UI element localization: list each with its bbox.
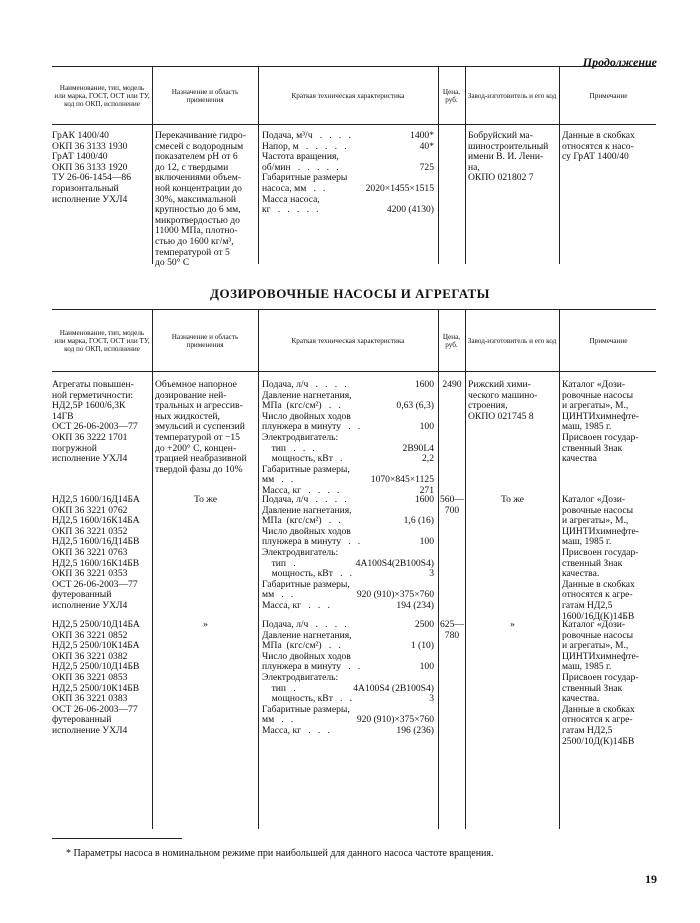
footnote: * Параметры насоса в номинальном режиме при наибольшей для данного насоса частоте вращения. [66, 848, 494, 859]
spec-line: Габаритные размеры, [262, 578, 350, 590]
spec-line: Число двойных ходов [262, 525, 351, 537]
row0-name: ГрАК 1400/40 ОКП 36 3133 1930 ГрАТ 1400/40 ОКП 36 3133 1920 ТУ 26-06-1454—86 горизонтальный исполнение УХЛ4 [52, 130, 132, 205]
spec-line: Число двойных ходов [262, 410, 351, 422]
row3-purpose: » [203, 619, 208, 630]
row3-maker: » [510, 619, 515, 630]
header-note: Примечание [589, 92, 628, 100]
row2-name: НД2,5 1600/16Д14БА ОКП 36 3221 0762 НД2,5 1600/16К14БА ОКП 36 3221 0352 НД2,5 1600/16Д14БВ ОКП 36 3221 0763 НД2,5 1600/16К14БВ ОКП 36 3221 0353 ОСТ 26-06-2003—77 футерованный исполнение УХЛ4 [52, 494, 140, 611]
spec-label: Напор, м . . . . . [262, 140, 347, 152]
spec-value: 100 [419, 536, 434, 548]
row0-spec [262, 131, 434, 216]
spec-label: кг . . . . . [262, 204, 319, 216]
spec-value: 1600 [414, 379, 434, 390]
row3-name: НД2,5 2500/10Д14БА ОКП 36 3221 0852 НД2,5 2500/10К14БА ОКП 36 3221 0382 НД2,5 2500/10Д14БВ ОКП 36 3221 0853 НД2,5 2500/10К14БВ ОКП 36 3221 0383 ОСТ 26-06-2003—77 футерованный исполнение УХЛ4 [52, 619, 140, 736]
spec-label: насоса, мм . . [262, 182, 326, 194]
spec-label: тип . [262, 682, 296, 694]
spec-value: 100 [419, 421, 434, 433]
spec-line: Габаритные размеры, [262, 703, 350, 715]
row1-note: Каталог «Дози- ровочные насосы и агрегаты», М., ЦИНТИхимнефте- маш, 1985 г. Присвоен государ- ственный Знак качества [562, 379, 639, 465]
footnote-rule [52, 838, 182, 839]
spec-value: 3 [429, 693, 434, 705]
spec-label: мм . . [262, 714, 294, 726]
spec-value: 196 (236) [396, 724, 434, 736]
header-price: Цена, руб. [442, 88, 461, 104]
header-spec-2: Краткая техническая характеристика [291, 337, 405, 345]
spec-label: Подача, л/ч . . . . [262, 494, 347, 505]
spec-line: Электродвигатель: [262, 671, 339, 683]
spec-value: 2В90L4 [402, 442, 434, 454]
row2-price: 560— 700 [440, 494, 464, 516]
spec-value: 4А100S4(2В100S4) [355, 557, 434, 569]
spec-value: 3 [429, 568, 434, 580]
spec-label: Масса, кг . . . [262, 724, 330, 736]
header-price-2: Цена, руб. [442, 333, 461, 349]
header-name-2: Наименование, тип, модель или марка, ГОСТ, ОСТ или ТУ, код по ОКП, исполнение [54, 329, 150, 353]
spec-label: плунжера в минуту . . [262, 421, 361, 433]
header-purpose: Назначение и область применения [171, 88, 239, 104]
spec-label: об/мин . . . . . [262, 161, 339, 173]
row0-purpose: Перекачивание гидро- смесей с водородным показателем pH от 6 до 12, с твердыми включениями объем- ной концентрации до 30%, максимальной крупностью до 6 мм, микротвердостью до 11000 МПа, плотно- стью до 1600 кг/м³, температурой от 5 до 50° С [155, 130, 246, 269]
spec-label: МПа (кгс/см²) . . [262, 640, 341, 652]
row1-price: 2490 [442, 379, 462, 390]
header-spec: Краткая техническая характеристика [291, 92, 405, 100]
continued-label: Продолжение [582, 55, 657, 69]
header-maker: Завод-изготовитель и его код [467, 92, 557, 100]
spec-value: 0,63 (6,3) [396, 400, 434, 412]
row1-name: Агрегаты повышен- ной герметичности: НД2,5Р 1600/6,3К 14ГВ ОСТ 26-06-2003—77 ОКП 36 3222 1701 погружной исполнение УХЛ4 [52, 379, 138, 465]
header-note-2: Примечание [589, 337, 628, 345]
spec-line: Давление нагнетания, [262, 504, 352, 516]
row2-spec [262, 495, 434, 612]
spec-value: 194 (234) [396, 599, 434, 611]
spec-line: Масса насоса, [262, 193, 320, 205]
spec-value: 1400* [410, 130, 434, 141]
row0-note: Данные в скобках относятся к насо- су ГрАТ 1400/40 [562, 130, 635, 163]
spec-value: 725 [419, 161, 434, 173]
row1-purpose: Объемное напорное дозирование ней- тральных и агрессив- ных жидкостей, эмульсий и суспензий температурой от −15 до +200° С, концен- трацией неабразивной твердой фазы до 10% [155, 379, 247, 475]
spec-line: Электродвигатель: [262, 546, 339, 558]
row3-note: Каталог «Дози- ровочные насосы и агрегаты», М., ЦИНТИхимнефте- маш, 1985 г. Присвоен государ- ственный Знак качества. Данные в скобках относятся к агре- гатам НД2,5 2500/10Д(К)14БВ [562, 619, 639, 747]
spec-line: Габаритные размеры [262, 172, 348, 184]
spec-row [262, 620, 434, 631]
spec-line: Электродвигатель: [262, 431, 339, 443]
row2-purpose: То же [193, 494, 218, 505]
spec-label: Масса, кг . . . . [262, 484, 340, 496]
spec-row [262, 380, 434, 391]
spec-value: 1 (10) [410, 640, 434, 652]
spec-value: 2,2 [422, 453, 434, 465]
spec-label: тип . [262, 557, 296, 569]
spec-label: мощность, кВт . [262, 453, 343, 465]
section-title: ДОЗИРОВОЧНЫЕ НАСОСЫ И АГРЕГАТЫ [210, 286, 490, 301]
row0-maker: Бобруйский ма- шиностроительный имени В. И. Лени- на, ОКПО 021802 7 [468, 130, 549, 184]
header-maker-2: Завод-изготовитель и его код [467, 337, 557, 345]
spec-row [262, 205, 434, 216]
spec-label: Подача, м³/ч . . . . [262, 130, 351, 141]
spec-value: 4200 (4130) [386, 204, 434, 216]
spec-row [262, 131, 434, 142]
spec-value: 271 [419, 484, 434, 496]
spec-label: Подача, л/ч . . . . [262, 379, 347, 390]
spec-row [262, 184, 434, 195]
spec-value: 2500 [414, 619, 434, 630]
spec-value: 100 [419, 661, 434, 673]
spec-value: 920 (910)×375×760 [356, 714, 434, 726]
spec-line: Давление нагнетания, [262, 629, 352, 641]
spec-label: Подача, л/ч . . . . [262, 619, 347, 630]
spec-label: плунжера в минуту . . [262, 536, 361, 548]
row1-maker: Рижский хими- ческого машино- строения, ОКПО 021745 8 [468, 379, 538, 422]
spec-label: Масса, кг . . . [262, 599, 330, 611]
spec-label: плунжера в минуту . . [262, 661, 361, 673]
header-purpose-2: Назначение и область применения [171, 333, 239, 349]
spec-row [262, 495, 434, 506]
spec-row [262, 601, 434, 612]
spec-line: Давление нагнетания, [262, 389, 352, 401]
spec-label: мощность, кВт . . [262, 693, 353, 705]
spec-value: 1,6 (16) [403, 515, 434, 527]
row3-price: 625— 780 [440, 619, 464, 641]
spec-label: МПа (кгс/см²) . . [262, 400, 341, 412]
spec-label: мощность, кВт . . [262, 568, 353, 580]
row2-maker: То же [500, 494, 525, 505]
spec-value: 1070×845×1125 [370, 474, 434, 486]
spec-value: 4А100S4 (2В100S4) [353, 682, 434, 694]
spec-line: Число двойных ходов [262, 650, 351, 662]
row3-spec [262, 620, 434, 737]
row1-spec [262, 380, 434, 497]
spec-value: 40* [419, 140, 434, 152]
header-name: Наименование, тип, модель или марка, ГОСТ, ОСТ или ТУ, код по ОКП, исполнение [54, 84, 150, 108]
spec-label: мм . . [262, 589, 294, 601]
spec-label: мм . . [262, 474, 294, 486]
spec-line: Габаритные размеры, [262, 463, 350, 475]
row2-note: Каталог «Дози- ровочные насосы и агрегаты», М., ЦИНТИхимнефте- маш, 1985 г. Присвоен государ- ственный Знак качества. Данные в скобках относятся к агре- гатам НД2,5 1600/16Д(К)14БВ [562, 494, 639, 622]
spec-value: 2020×1455×1515 [365, 182, 434, 194]
spec-line: Частота вращения, [262, 151, 339, 163]
spec-row [262, 726, 434, 737]
spec-value: 920 (910)×375×760 [356, 589, 434, 601]
spec-label: МПа (кгс/см²) . . [262, 515, 341, 527]
spec-label: тип . . . [262, 442, 315, 454]
page-number: 19 [645, 872, 657, 886]
spec-value: 1600 [414, 494, 434, 505]
